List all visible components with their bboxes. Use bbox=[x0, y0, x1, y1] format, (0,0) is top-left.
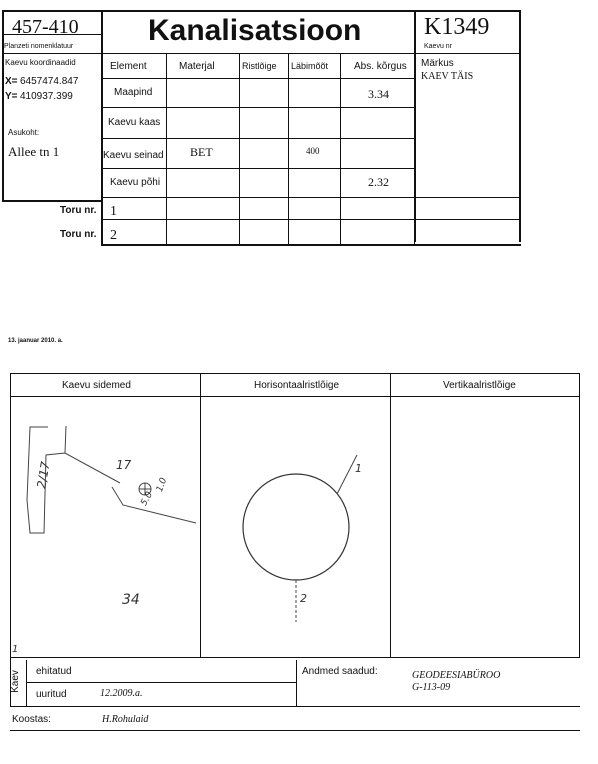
compiled-value: H.Rohulaid bbox=[102, 714, 149, 725]
header-height: Abs. kõrgus bbox=[354, 61, 407, 72]
pipe-label: Toru nr. bbox=[60, 205, 97, 216]
coord-x-value: 6457474.847 bbox=[20, 76, 79, 87]
row-diameter: 400 bbox=[306, 146, 320, 156]
note-building-a: 2/17 bbox=[34, 460, 53, 490]
row-element: Maapind bbox=[114, 87, 153, 98]
building-outline bbox=[112, 487, 196, 523]
sketch-header-connections: Kaevu sidemed bbox=[62, 380, 131, 391]
compiled-label: Koostas: bbox=[12, 714, 51, 725]
row-material: BET bbox=[190, 145, 213, 159]
page-title: Kanalisatsioon bbox=[148, 14, 362, 47]
well-cross-section bbox=[243, 474, 349, 580]
surveyed-value: 12.2009.a. bbox=[100, 688, 143, 699]
sketch-header-vertical: Vertikaalristlõige bbox=[443, 380, 516, 391]
data-from-label: Andmed saadud: bbox=[302, 666, 378, 677]
location-label: Asukoht: bbox=[8, 128, 40, 137]
data-from-value: G-113-09 bbox=[412, 682, 451, 693]
location-value: Allee tn 1 bbox=[8, 144, 60, 159]
pipe-label: Toru nr. bbox=[60, 229, 97, 240]
note-building-c: 34 bbox=[122, 592, 140, 608]
row-element: Kaevu seinad bbox=[103, 150, 164, 161]
sheet-caption: Planzeti nomenklatuur bbox=[4, 43, 74, 50]
coord-y-label: Y= bbox=[5, 91, 18, 102]
row-element: Kaevu põhi bbox=[110, 177, 161, 188]
note-dist-b: 5.0 bbox=[139, 490, 156, 508]
coord-x-label: X= bbox=[5, 76, 18, 87]
header-diameter: Läbimõõt bbox=[291, 61, 329, 71]
row-element: Kaevu kaas bbox=[108, 117, 161, 128]
pipe-value: 1 bbox=[110, 204, 117, 219]
well-number: K1349 bbox=[424, 14, 490, 40]
header-cross: Ristlõige bbox=[242, 61, 277, 71]
remark-header: Märkus bbox=[421, 58, 454, 69]
sheet-number: 457-410 bbox=[12, 16, 79, 38]
pipe-value: 2 bbox=[110, 228, 117, 243]
pipe-line bbox=[337, 455, 357, 494]
note-corner: 1 bbox=[12, 644, 19, 655]
built-label: ehitatud bbox=[36, 666, 72, 677]
note-dist-a: 1.0 bbox=[155, 476, 170, 494]
header-element: Element bbox=[110, 61, 147, 72]
note-pipe-2: 2 bbox=[300, 592, 307, 605]
note-building-b: 17 bbox=[116, 458, 132, 472]
header-material: Materjal bbox=[179, 61, 215, 72]
coords-label: Kaevu koordinaadid bbox=[5, 58, 76, 67]
data-from-value: GEODEESIABÜROO bbox=[412, 670, 501, 681]
row-height: 3.34 bbox=[368, 87, 389, 101]
coord-y-value: 410937.399 bbox=[20, 91, 73, 102]
well-caption: Kaevu nr bbox=[424, 43, 453, 50]
surveyed-label: uuritud bbox=[36, 689, 67, 700]
row-height: 2.32 bbox=[368, 175, 389, 189]
date-line: 13. jaanuar 2010. a. bbox=[8, 338, 63, 344]
note-pipe-1: 1 bbox=[355, 462, 362, 475]
remark-value: KAEV TÄIS bbox=[421, 71, 474, 82]
footer-side-label: Kaev bbox=[9, 670, 21, 693]
sketch-header-horizontal: Horisontaalristlõige bbox=[254, 380, 340, 391]
